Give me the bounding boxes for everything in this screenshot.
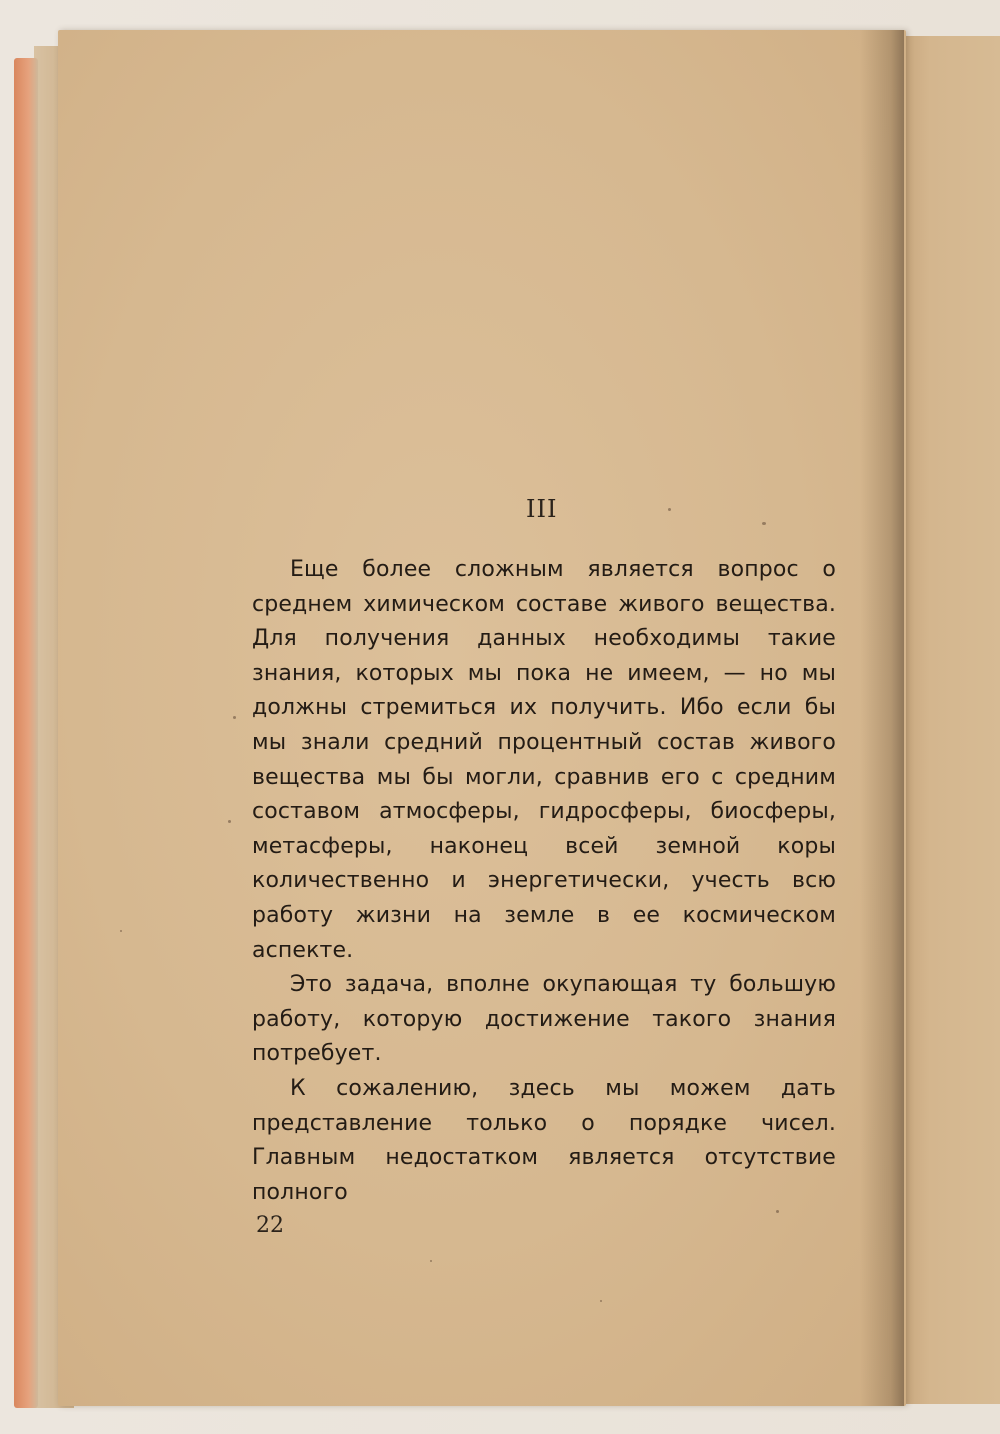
paper-speck: [776, 1210, 779, 1213]
paper-speck: [762, 522, 766, 525]
page-number: 22: [256, 1213, 284, 1238]
page-gutter-shadow: [860, 30, 904, 1406]
paper-speck: [668, 508, 671, 511]
paragraph-1: Еще более сложным является вопрос о среднем химическом составе живого вещества. Для получения данных необходимы такие знания, которых мы пока не имеем, — но мы должны стремиться их получить. Ибо если бы мы знали средний процентный состав живого вещества мы бы могли, сравнив его с средним составом атмосферы, гидросферы, биосферы, метасферы, наконец всей земной коры количественно и энергетически, учесть всю работу жизни на земле в ее космическом аспекте.: [252, 557, 836, 963]
section-numeral: III: [526, 495, 558, 523]
body-text: [252, 553, 836, 1210]
paragraph-3: К сожалению, здесь мы можем дать представление только о порядке чисел. Главным недостатком является отсутствие полного: [252, 1075, 836, 1205]
paper-speck: [600, 1300, 602, 1302]
cover-edge: [14, 58, 38, 1408]
paper-speck: [430, 1260, 432, 1262]
paper-speck: [228, 820, 231, 823]
facing-page: [900, 36, 1000, 1404]
paper-speck: [233, 716, 236, 719]
paper-speck: [120, 930, 122, 932]
paragraph-2: Это задача, вполне окупающая ту большую работу, которую достижение такого знания потребует.: [252, 972, 836, 1067]
